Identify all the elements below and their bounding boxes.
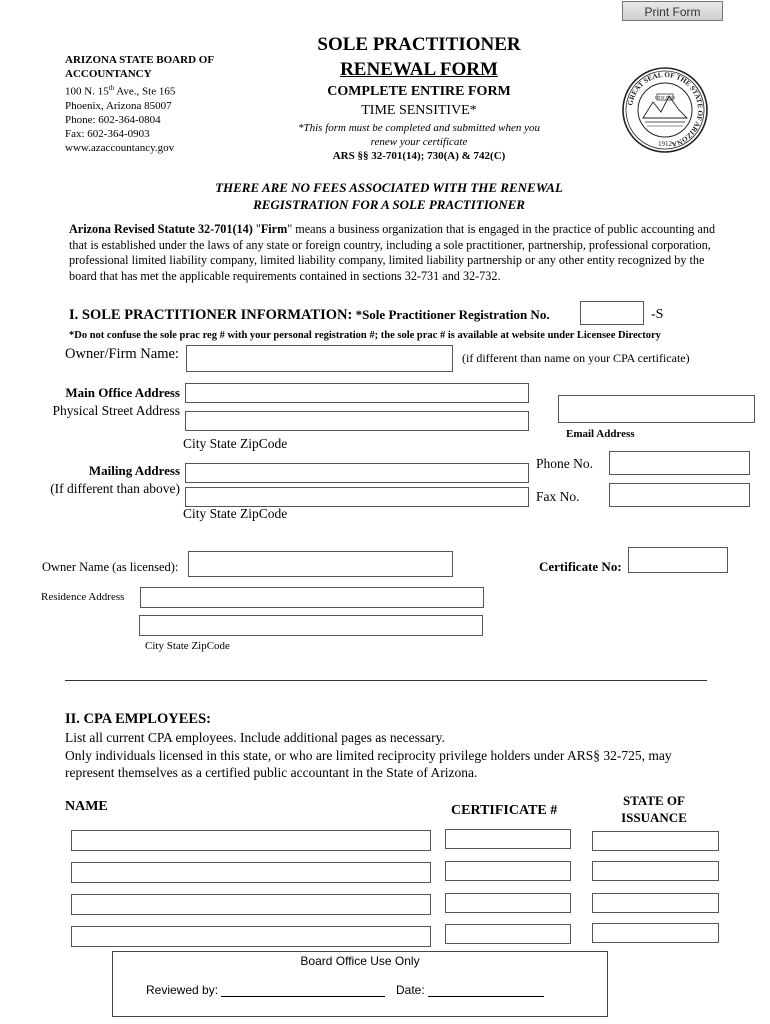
fax-input[interactable] — [609, 483, 750, 507]
reg-suffix: -S — [651, 307, 664, 322]
board-name-line1: ARIZONA STATE BOARD OF — [65, 54, 215, 66]
employee-state-input[interactable] — [592, 923, 719, 943]
form-note: *This form must be completed and submitted when you renew your certificate — [298, 122, 540, 148]
board-name-line2: ACCOUNTANCY — [65, 68, 152, 80]
board-city: Phoenix, Arizona 85007 — [65, 99, 172, 112]
time-sensitive-label: TIME SENSITIVE* — [361, 103, 477, 118]
owner-firm-name-input[interactable] — [186, 345, 453, 372]
sole-practitioner-reg-input[interactable] — [580, 301, 644, 325]
arizona-state-seal-icon — [621, 66, 709, 154]
email-address-input[interactable] — [558, 395, 755, 423]
residence-address-input-2[interactable] — [139, 615, 483, 636]
form-subtitle: COMPLETE ENTIRE FORM — [327, 84, 511, 99]
section-divider — [65, 680, 707, 681]
email-address-label: Email Address — [566, 428, 635, 440]
column-header-state: STATE OF ISSUANCE — [621, 793, 687, 825]
owner-firm-note: (if different than name on your CPA certificate) — [462, 351, 690, 365]
employee-certificate-input[interactable] — [445, 893, 571, 913]
employee-name-input[interactable] — [71, 894, 431, 915]
board-website: www.azaccountancy.gov — [65, 141, 175, 154]
phone-label: Phone No. — [536, 456, 593, 471]
reviewed-by-field — [146, 983, 385, 997]
date-line[interactable] — [428, 984, 544, 997]
reg-number-warning: *Do not confuse the sole prac reg # with your personal registration #; the sole prac # is available at website under Licensee Directory — [69, 330, 661, 341]
seal-year: 1912 — [658, 140, 672, 148]
employee-certificate-input[interactable] — [445, 924, 571, 944]
city-state-zip-label-2: City State ZipCode — [183, 506, 288, 521]
phone-input[interactable] — [609, 451, 750, 475]
board-address-block — [65, 53, 214, 155]
column-header-certificate: CERTIFICATE # — [451, 803, 558, 818]
board-phone: Phone: 602-364-0804 — [65, 113, 161, 126]
ars-reference: ARS §§ 32-701(14); 730(A) & 742(C) — [332, 150, 506, 162]
main-office-address-input[interactable] — [185, 383, 529, 403]
employee-name-input[interactable] — [71, 862, 431, 883]
fax-label: Fax No. — [536, 489, 580, 504]
board-office-use-box — [112, 951, 608, 1017]
board-street: 100 N. 15th Ave., Ste 165 — [65, 84, 176, 98]
reviewed-by-label: Reviewed by: — [146, 983, 219, 997]
board-fax: Fax: 602-364-0903 — [65, 127, 150, 140]
seal-motto: DITAT DEUS — [654, 96, 676, 100]
certificate-no-input[interactable] — [628, 547, 728, 573]
physical-address-label: Physical Street Address — [52, 403, 180, 418]
statute-definition: Arizona Revised Statute 32-701(14) "Firm" means a business organization that is engaged in the practice of public accounting and that is established under the laws of any state or foreign country, including a sole practitioner, partnership, professional corporation, professional limited liability company, limited liability company, limited liability partnership or any other entity recognized by the board that has met the applicable requirements contained in sections 32-731 and 32-732. — [69, 222, 716, 283]
date-label: Date: — [396, 983, 425, 997]
city-state-zip-label-3: City State ZipCode — [145, 640, 230, 652]
owner-name-label: Owner Name (as licensed): — [42, 560, 179, 574]
certificate-no-label: Certificate No: — [539, 559, 622, 574]
date-field — [396, 983, 544, 997]
mailing-address-input-1[interactable] — [185, 463, 529, 483]
section2-heading: II. CPA EMPLOYEES: — [65, 711, 211, 727]
office-use-title: Board Office Use Only — [300, 954, 420, 968]
mailing-address-input-2[interactable] — [185, 487, 529, 507]
form-title-line1: SOLE PRACTITIONER — [317, 34, 521, 55]
reviewed-by-line[interactable] — [221, 984, 385, 997]
no-fees-notice: THERE ARE NO FEES ASSOCIATED WITH THE RENEWAL REGISTRATION FOR A SOLE PRACTITIONER — [215, 180, 563, 212]
residence-address-label: Residence Address — [41, 591, 125, 603]
print-form-button[interactable]: Print Form — [622, 1, 723, 21]
employee-name-input[interactable] — [71, 926, 431, 947]
employee-certificate-input[interactable] — [445, 829, 571, 849]
physical-street-address-input[interactable] — [185, 411, 529, 431]
city-state-zip-label-1: City State ZipCode — [183, 436, 288, 451]
section1-heading: I. SOLE PRACTITIONER INFORMATION: *Sole Practitioner Registration No. — [69, 307, 550, 323]
mailing-address-note: (If different than above) — [50, 481, 180, 496]
employee-state-input[interactable] — [592, 893, 719, 913]
employee-state-input[interactable] — [592, 831, 719, 851]
employee-state-input[interactable] — [592, 861, 719, 881]
employee-name-input[interactable] — [71, 830, 431, 851]
form-title-line2: RENEWAL FORM — [340, 59, 498, 80]
mailing-address-label: Mailing Address — [88, 463, 180, 478]
owner-name-input[interactable] — [188, 551, 453, 577]
main-office-label: Main Office Address — [65, 385, 180, 400]
seal-ring-text: GREAT SEAL OF THE STATE OF ARIZONA — [626, 70, 705, 149]
employee-certificate-input[interactable] — [445, 861, 571, 881]
column-header-name: NAME — [65, 799, 108, 814]
section2-instructions: List all current CPA employees. Include additional pages as necessary. Only individuals licensed in this state, or who are limited reciprocity privilege holders under ARS§ 32-725, may represent themselves as a certified public accountant in the State of Arizona. — [65, 730, 672, 780]
owner-firm-label: Owner/Firm Name: — [65, 346, 179, 362]
residence-address-input-1[interactable] — [140, 587, 484, 608]
